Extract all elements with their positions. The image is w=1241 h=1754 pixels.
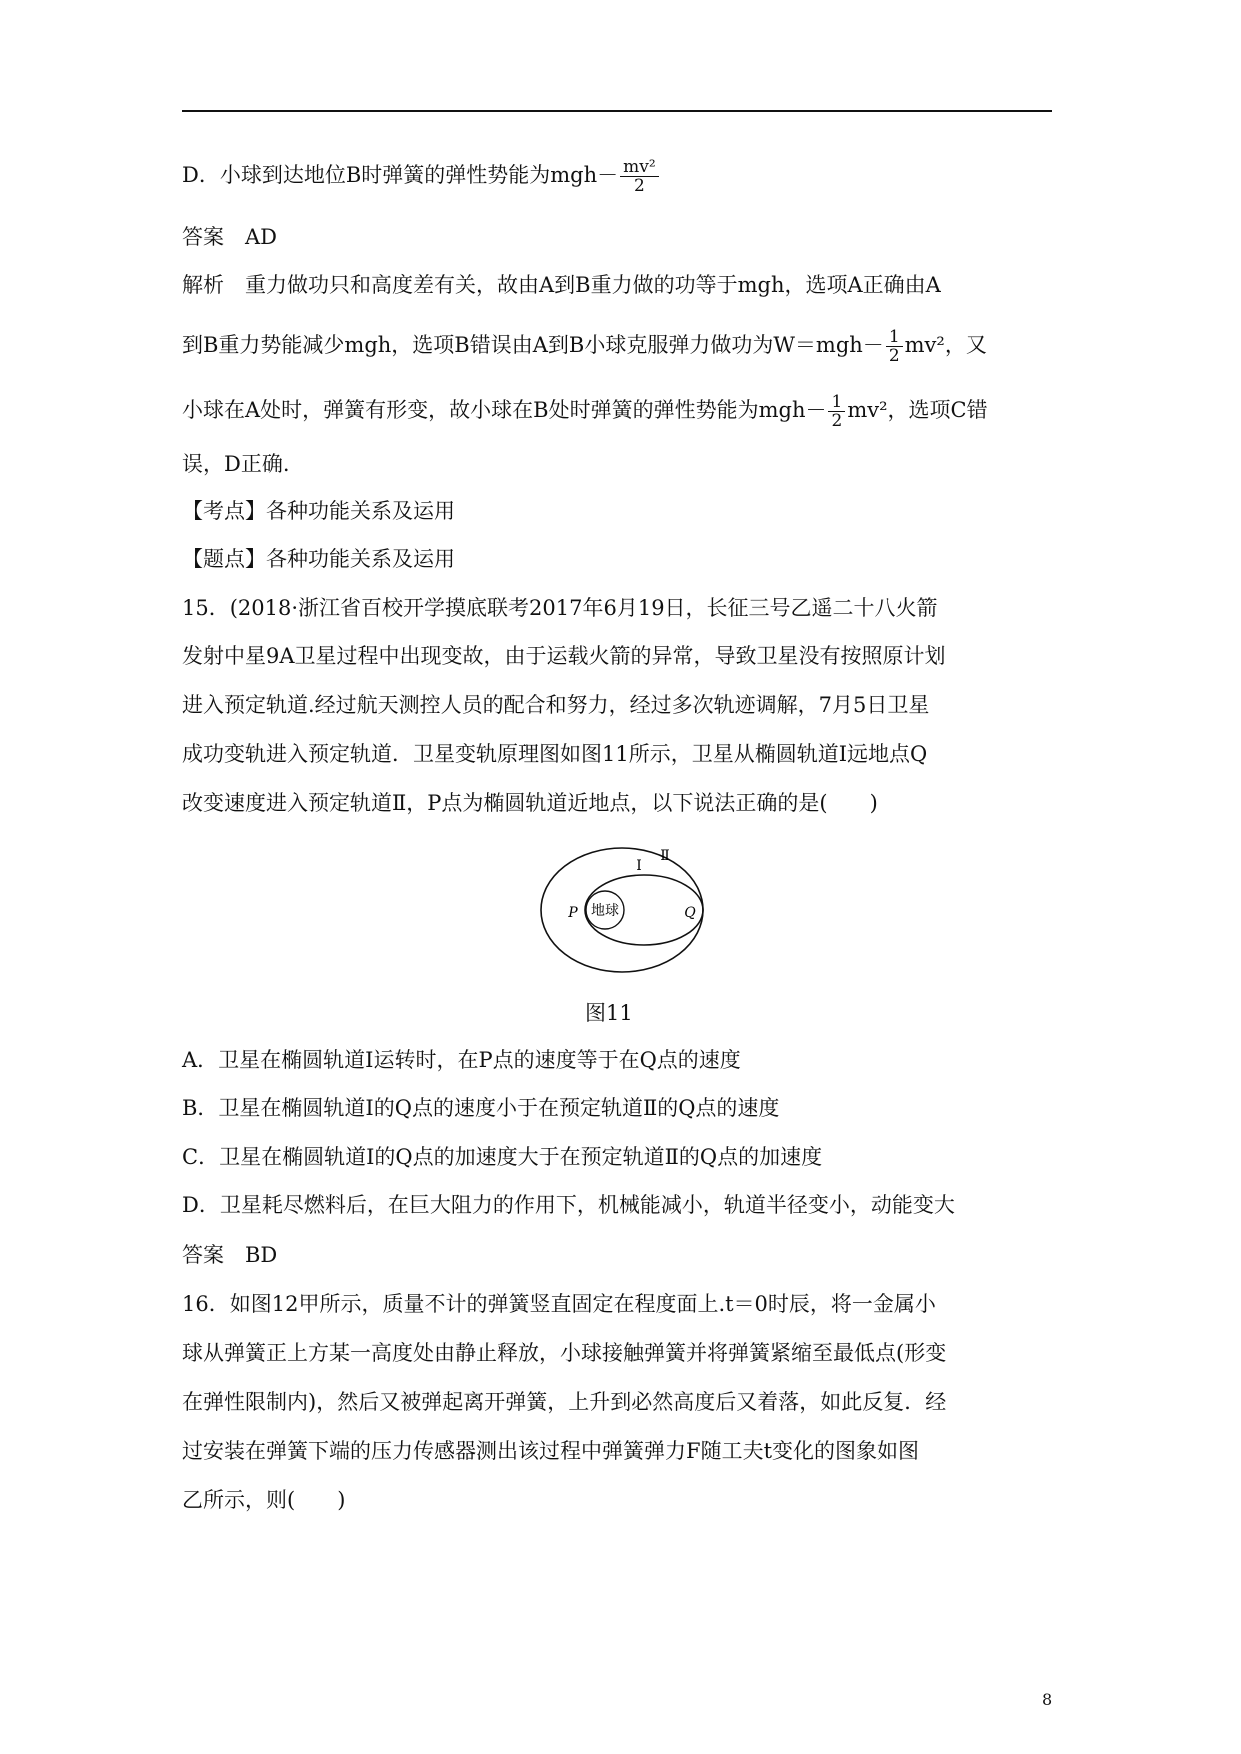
q15-option-d: D．卫星耗尽燃料后，在巨大阻力的作用下，机械能减小，轨道半径变小，动能变大 <box>182 1193 955 1217</box>
prev-answer: 答案 AD <box>182 225 278 249</box>
orbit-II-circle <box>541 848 703 972</box>
frac-numerator: 1 <box>828 393 845 412</box>
analysis-line-2-text: 到B重力势能减少mgh，选项B错误由A到B小球克服弹力做功为W＝mgh－ <box>182 333 884 357</box>
q15-line-2: 发射中星9A卫星过程中出现变故，由于运载火箭的异常，导致卫星没有按照原计划 <box>182 644 946 668</box>
q15-line-3: 进入预定轨道.经过航天测控人员的配合和努力，经过多次轨迹调解，7月5日卫星 <box>182 693 930 717</box>
q15-option-b: B．卫星在椭圆轨道Ⅰ的Q点的速度小于在预定轨道Ⅱ的Q点的速度 <box>182 1096 780 1120</box>
kaodian: 【考点】各种功能关系及运用 <box>182 499 455 523</box>
frac-denominator: 2 <box>634 176 645 196</box>
q16-line-5: 乙所示，则( ) <box>182 1488 346 1512</box>
label-P: P <box>568 905 578 921</box>
analysis-line-3-tail: mv²，选项C错 <box>847 398 988 422</box>
prev-option-d <box>182 158 661 195</box>
frac-numerator: 1 <box>886 328 903 347</box>
header-rule <box>182 110 1052 112</box>
analysis-line-1: 解析 重力做功只和高度差有关，故由A到B重力做的功等于mgh，选项A正确由A <box>182 273 941 297</box>
page-number: 8 <box>1042 1690 1053 1709</box>
analysis-line-4: 误，D正确. <box>182 452 290 476</box>
q15-option-a: A．卫星在椭圆轨道Ⅰ运转时，在P点的速度等于在Q点的速度 <box>182 1048 741 1072</box>
q16-line-2: 球从弹簧正上方某一高度处由静止释放，小球接触弹簧并将弹簧紧缩至最低点(形变 <box>182 1341 947 1365</box>
analysis-line-3-text: 小球在A处时，弹簧有形变，故小球在B处时弹簧的弹性势能为mgh－ <box>182 398 827 422</box>
analysis-line-3 <box>182 393 988 430</box>
option-d-text: D．小球到达地位B时弹簧的弹性势能为mgh－ <box>182 163 619 187</box>
frac-denominator: 2 <box>831 411 843 431</box>
label-I: Ⅰ <box>636 858 642 874</box>
label-II: Ⅱ <box>660 848 670 864</box>
q15-line-1: 15．(2018·浙江省百校开学摸底联考2017年6月19日，长征三号乙遥二十八火箭 <box>182 596 938 620</box>
earth-label: 地球 <box>591 903 619 919</box>
figure-caption: 图11 <box>585 1001 633 1025</box>
analysis-line-2 <box>182 328 987 365</box>
analysis-fraction <box>886 328 903 365</box>
q15-line-5: 改变速度进入预定轨道Ⅱ，P点为椭圆轨道近地点，以下说法正确的是( ) <box>182 791 878 815</box>
label-Q: Q <box>684 905 696 921</box>
tidian: 【题点】各种功能关系及运用 <box>182 547 455 571</box>
frac-numerator: mv² <box>620 158 659 177</box>
orbit-diagram <box>535 845 710 975</box>
q16-line-3: 在弹性限制内)，然后又被弹起离开弹簧，上升到必然高度后又着落，如此反复．经 <box>182 1390 947 1414</box>
q16-line-4: 过安装在弹簧下端的压力传感器测出该过程中弹簧弹力F随工夫t变化的图象如图 <box>182 1439 920 1463</box>
option-d-fraction <box>620 158 659 195</box>
q15-option-c: C．卫星在椭圆轨道Ⅰ的Q点的加速度大于在预定轨道Ⅱ的Q点的加速度 <box>182 1145 823 1169</box>
q15-answer: 答案 BD <box>182 1243 278 1267</box>
q16-line-1: 16．如图12甲所示，质量不计的弹簧竖直固定在程度面上.t＝0时辰，将一金属小 <box>182 1292 936 1316</box>
analysis-line-2-tail: mv²，又 <box>904 333 987 357</box>
q15-line-4: 成功变轨进入预定轨道．卫星变轨原理图如图11所示，卫星从椭圆轨道Ⅰ远地点Q <box>182 742 928 766</box>
frac-denominator: 2 <box>888 346 900 366</box>
analysis-fraction <box>828 393 845 430</box>
